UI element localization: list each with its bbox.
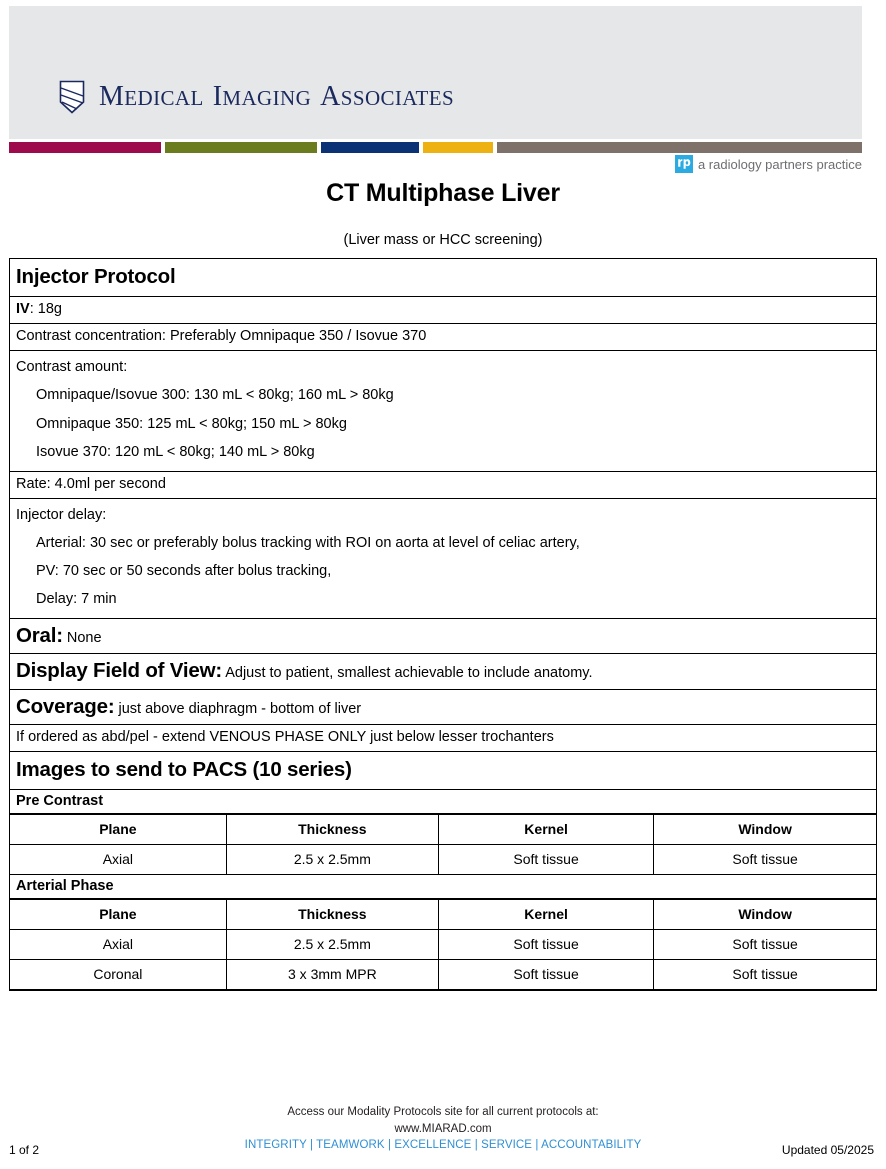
coverage-value: just above diaphragm - bottom of liver (118, 700, 362, 717)
contrast-amount-item: Omnipaque/Isovue 300: 130 mL < 80kg; 160 mL > 80kg (36, 387, 394, 404)
section-heading-pacs: Images to send to PACS (10 series) (10, 752, 876, 790)
cell-kernel: Soft tissue (438, 844, 653, 874)
color-segment-gold (423, 142, 493, 153)
color-segment-crimson (9, 142, 161, 153)
footer-center-block (0, 1104, 886, 1154)
oral-value: None (66, 630, 102, 647)
dfov-label: Display Field of View: (16, 659, 222, 683)
row-oral (10, 619, 876, 654)
cell-window: Soft tissue (654, 929, 876, 959)
updated-date: Updated 05/2025 (781, 1143, 874, 1157)
column-header-thickness: Thickness (226, 899, 438, 929)
table-row (10, 959, 876, 989)
cell-plane: Axial (10, 929, 226, 959)
row-rate: Rate: 4.0ml per second (10, 472, 876, 499)
cell-kernel: Soft tissue (438, 959, 653, 989)
column-header-window: Window (654, 814, 876, 844)
section-heading-injector-protocol: Injector Protocol (10, 259, 876, 297)
cell-plane: Coronal (10, 959, 226, 989)
phase-table-pre-contrast (10, 814, 876, 875)
practice-tagline: a radiology partners practice (697, 156, 862, 172)
table-header-row (10, 814, 876, 844)
cell-plane: Axial (10, 844, 226, 874)
cell-kernel: Soft tissue (438, 929, 653, 959)
contrast-amount-label: Contrast amount: (16, 359, 128, 376)
contrast-amount-item: Isovue 370: 120 mL < 80kg; 140 mL > 80kg (36, 443, 315, 460)
page-subtitle: (Liver mass or HCC screening) (343, 232, 543, 248)
phase-label-pre-contrast: Pre Contrast (10, 790, 876, 814)
column-header-thickness: Thickness (226, 814, 438, 844)
injector-delay-item: Delay: 7 min (36, 591, 117, 608)
color-segment-olive (165, 142, 317, 153)
contrast-amount-item: Omnipaque 350: 125 mL < 80kg; 150 mL > 80kg (36, 415, 347, 432)
coverage-label: Coverage: (16, 694, 115, 718)
oral-label: Oral: (16, 624, 63, 648)
brand-name: MEDICAL IMAGING ASSOCIATES (99, 81, 455, 112)
phase-table-wrap-arterial (10, 899, 876, 991)
cell-thickness: 2.5 x 2.5mm (226, 844, 438, 874)
row-coverage (10, 690, 876, 725)
column-header-window: Window (654, 899, 876, 929)
cell-thickness: 2.5 x 2.5mm (226, 929, 438, 959)
phase-table-arterial-phase (10, 899, 876, 990)
injector-delay-item: Arterial: 30 sec or preferably bolus tracking with ROI on aorta at level of celiac artery, (36, 535, 580, 552)
radiology-partners-lockup (675, 155, 862, 173)
injector-delay-label: Injector delay: (16, 506, 107, 523)
dfov-value: Adjust to patient, smallest achievable to include anatomy. (225, 665, 593, 682)
column-header-plane: Plane (10, 899, 226, 929)
row-display-field-of-view (10, 654, 876, 689)
rp-logo-icon (675, 155, 693, 173)
color-segment-taupe (497, 142, 862, 153)
column-header-kernel: Kernel (438, 814, 653, 844)
injector-delay-item: PV: 70 sec or 50 seconds after bolus tracking, (36, 563, 332, 580)
page-title: CT Multiphase Liver (326, 179, 560, 207)
shield-striped-icon (59, 80, 85, 114)
row-contrast-amount (10, 351, 876, 472)
phase-label-arterial-phase: Arterial Phase (10, 875, 876, 899)
brand-lockup (59, 80, 454, 114)
table-row (10, 929, 876, 959)
page-number: 1 of 2 (9, 1143, 40, 1157)
column-header-plane: Plane (10, 814, 226, 844)
cell-thickness: 3 x 3mm MPR (226, 959, 438, 989)
row-abd-pel-note: If ordered as abd/pel - extend VENOUS PHASE ONLY just below lesser trochanters (10, 725, 876, 752)
table-row (10, 844, 876, 874)
footer-website: www.MIARAD.com (394, 1122, 492, 1135)
row-contrast-concentration: Contrast concentration: Preferably Omnipaque 350 / Isovue 370 (10, 324, 876, 351)
protocol-sheet (9, 258, 877, 991)
color-segment-navy (321, 142, 419, 153)
iv-value: : 18g (29, 301, 62, 318)
cell-window: Soft tissue (654, 959, 876, 989)
column-header-kernel: Kernel (438, 899, 653, 929)
brand-color-bar (9, 142, 862, 153)
row-injector-delay (10, 499, 876, 620)
letterhead-banner (9, 6, 862, 139)
cell-window: Soft tissue (654, 844, 876, 874)
iv-label: IV (16, 301, 30, 318)
footer-access-line: Access our Modality Protocols site for all current protocols at: (287, 1106, 599, 1118)
table-header-row (10, 899, 876, 929)
footer-values-line: INTEGRITY | TEAMWORK | EXCELLENCE | SERVICE | ACCOUNTABILITY (244, 1139, 642, 1152)
row-iv (10, 297, 876, 324)
